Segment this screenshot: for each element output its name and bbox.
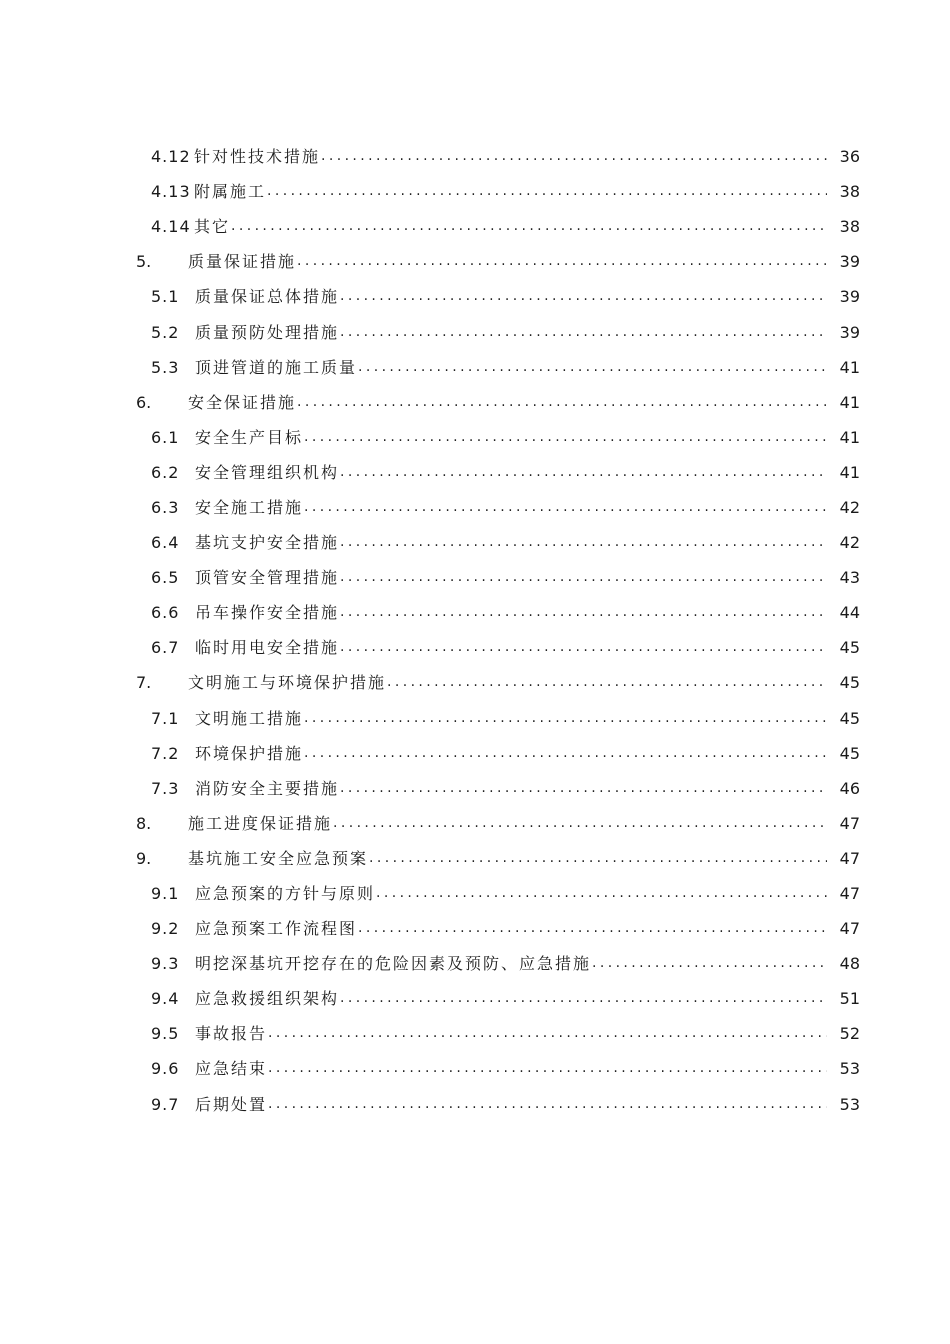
dot-leader xyxy=(369,841,860,876)
toc-entry-number: 6.2 xyxy=(151,462,180,482)
toc-entry-number: 7. xyxy=(136,673,152,693)
toc-entry-number: 6.1 xyxy=(151,427,180,447)
toc-entry[interactable] xyxy=(0,174,950,209)
toc-entry-title: 安全保证措施 xyxy=(188,392,297,412)
toc-entry[interactable] xyxy=(0,314,950,349)
dot-leader xyxy=(297,244,860,279)
toc-entry[interactable] xyxy=(0,876,950,911)
dot-leader xyxy=(268,1016,860,1051)
toc-entry-page: 45 xyxy=(827,630,860,665)
toc-entry-title: 基坑支护安全措施 xyxy=(195,533,340,553)
toc-entry-number: 6.6 xyxy=(151,603,180,623)
dot-leader xyxy=(304,490,860,525)
toc-entry-page: 52 xyxy=(827,1016,860,1051)
toc-entry-number: 9.4 xyxy=(151,989,180,1009)
toc-entry-page: 47 xyxy=(827,876,860,911)
toc-entry[interactable] xyxy=(0,701,950,736)
toc-entry-number: 9.2 xyxy=(151,919,180,939)
dot-leader xyxy=(340,279,860,314)
dot-leader xyxy=(304,701,860,736)
toc-entry-number: 4.14 xyxy=(151,217,191,237)
toc-entry-number: 9.7 xyxy=(151,1094,180,1114)
toc-entry[interactable] xyxy=(0,946,950,981)
toc-entry-number: 5.3 xyxy=(151,357,180,377)
toc-entry-title: 应急预案工作流程图 xyxy=(195,919,358,939)
toc-entry-page: 42 xyxy=(827,490,860,525)
dot-leader xyxy=(268,1087,860,1122)
toc-entry[interactable] xyxy=(0,595,950,630)
toc-entry-page: 41 xyxy=(827,385,860,420)
toc-entry-title: 事故报告 xyxy=(195,1024,268,1044)
toc-entry[interactable] xyxy=(0,560,950,595)
toc-entry-title: 文明施工与环境保护措施 xyxy=(188,673,387,693)
dot-leader xyxy=(340,771,860,806)
toc-entry-number: 5.2 xyxy=(151,322,180,342)
toc-entry-page: 53 xyxy=(827,1051,860,1086)
toc-entry[interactable] xyxy=(0,1016,950,1051)
toc-entry-number: 6.7 xyxy=(151,638,180,658)
toc-entry[interactable] xyxy=(0,209,950,244)
toc-entry-number: 6.4 xyxy=(151,533,180,553)
toc-entry[interactable] xyxy=(0,244,950,279)
dot-leader xyxy=(340,315,860,350)
toc-entry[interactable] xyxy=(0,490,950,525)
toc-entry[interactable] xyxy=(0,279,950,314)
toc-entry-number: 8. xyxy=(136,813,152,833)
toc-entry[interactable] xyxy=(0,420,950,455)
dot-leader xyxy=(358,911,860,946)
dot-leader xyxy=(268,1051,860,1086)
toc-entry-page: 41 xyxy=(827,420,860,455)
toc-entry-title: 安全生产目标 xyxy=(195,427,304,447)
toc-entry-page: 41 xyxy=(827,350,860,385)
toc-entry-number: 9.6 xyxy=(151,1059,180,1079)
toc-entry-page: 51 xyxy=(827,981,860,1016)
dot-leader xyxy=(333,806,860,841)
dot-leader xyxy=(304,420,860,455)
toc-entry-number: 9. xyxy=(136,848,152,868)
toc-entry-page: 41 xyxy=(827,455,860,490)
dot-leader xyxy=(231,209,860,244)
dot-leader xyxy=(592,946,860,981)
toc-entry[interactable] xyxy=(0,350,950,385)
toc-entry-page: 38 xyxy=(827,209,860,244)
toc-entry[interactable] xyxy=(0,736,950,771)
toc-entry-title: 安全施工措施 xyxy=(195,497,304,517)
dot-leader xyxy=(340,595,860,630)
dot-leader xyxy=(358,350,860,385)
toc-entry-number: 7.3 xyxy=(151,778,180,798)
toc-entry-page: 42 xyxy=(827,525,860,560)
toc-entry-page: 39 xyxy=(827,279,860,314)
toc-entry[interactable] xyxy=(0,911,950,946)
toc-entry-page: 36 xyxy=(827,139,860,174)
toc-entry-title: 顶管安全管理措施 xyxy=(195,568,340,588)
toc-entry[interactable] xyxy=(0,525,950,560)
dot-leader xyxy=(340,525,860,560)
toc-entry-title: 消防安全主要措施 xyxy=(195,778,340,798)
toc-entry-title: 其它 xyxy=(194,217,231,237)
toc-entry[interactable] xyxy=(0,981,950,1016)
toc-entry-title: 应急预案的方针与原则 xyxy=(195,884,376,904)
toc-entry-page: 47 xyxy=(827,911,860,946)
toc-entry[interactable] xyxy=(0,385,950,420)
dot-leader xyxy=(340,630,860,665)
toc-entry-number: 9.3 xyxy=(151,954,180,974)
toc-entry-title: 临时用电安全措施 xyxy=(195,638,340,658)
toc-entry-title: 基坑施工安全应急预案 xyxy=(188,848,369,868)
toc-entry-page: 39 xyxy=(827,315,860,350)
toc-entry-title: 文明施工措施 xyxy=(195,708,304,728)
dot-leader xyxy=(321,139,860,174)
toc-entry[interactable] xyxy=(0,630,950,665)
toc-entry[interactable] xyxy=(0,1051,950,1086)
toc-entry-page: 48 xyxy=(827,946,860,981)
toc-entry-number: 7.1 xyxy=(151,708,180,728)
toc-entry[interactable] xyxy=(0,139,950,174)
toc-entry-number: 7.2 xyxy=(151,743,180,763)
dot-leader xyxy=(267,174,860,209)
toc-entry-title: 环境保护措施 xyxy=(195,743,304,763)
toc-entry-title: 后期处置 xyxy=(195,1094,268,1114)
toc-entry-number: 6. xyxy=(136,392,152,412)
toc-entry-page: 45 xyxy=(827,736,860,771)
toc-entry-number: 5. xyxy=(136,252,152,272)
toc-entry-title: 施工进度保证措施 xyxy=(188,813,333,833)
dot-leader xyxy=(376,876,860,911)
toc-entry-title: 质量预防处理措施 xyxy=(195,322,340,342)
toc-entry[interactable] xyxy=(0,841,950,876)
toc-entry-number: 4.13 xyxy=(151,182,191,202)
toc-entry-number: 6.3 xyxy=(151,497,180,517)
dot-leader xyxy=(304,736,860,771)
toc-entry-page: 38 xyxy=(827,174,860,209)
toc-entry-title: 安全管理组织机构 xyxy=(195,462,340,482)
toc-entry-title: 明挖深基坑开挖存在的危险因素及预防、应急措施 xyxy=(195,954,592,974)
toc-entry-page: 46 xyxy=(827,771,860,806)
dot-leader xyxy=(340,560,860,595)
toc-entry-page: 45 xyxy=(827,701,860,736)
toc-entry-page: 47 xyxy=(827,841,860,876)
toc-entry-title: 应急救援组织架构 xyxy=(195,989,340,1009)
toc-entry[interactable] xyxy=(0,806,950,841)
dot-leader xyxy=(340,981,860,1016)
toc-entry-page: 44 xyxy=(827,595,860,630)
toc-entry[interactable] xyxy=(0,771,950,806)
toc-entry-number: 4.12 xyxy=(151,147,191,167)
toc-entry-page: 53 xyxy=(827,1087,860,1122)
toc-entry[interactable] xyxy=(0,455,950,490)
dot-leader xyxy=(297,385,860,420)
toc-entry-title: 吊车操作安全措施 xyxy=(195,603,340,623)
dot-leader xyxy=(340,455,860,490)
toc-entry-title: 质量保证总体措施 xyxy=(195,287,340,307)
toc-entry-number: 9.1 xyxy=(151,884,180,904)
toc-entry-title: 应急结束 xyxy=(195,1059,268,1079)
toc-entry-page: 39 xyxy=(827,244,860,279)
toc-entry-page: 43 xyxy=(827,560,860,595)
toc-entry-number: 9.5 xyxy=(151,1024,180,1044)
toc-entry-number: 5.1 xyxy=(151,287,180,307)
toc-entry-number: 6.5 xyxy=(151,568,180,588)
toc-entry[interactable] xyxy=(0,1087,950,1122)
dot-leader xyxy=(387,665,860,700)
toc-entry[interactable] xyxy=(0,665,950,700)
table-of-contents xyxy=(0,139,950,1122)
toc-entry-title: 针对性技术措施 xyxy=(194,147,321,167)
toc-entry-title: 附属施工 xyxy=(194,182,267,202)
toc-entry-title: 顶进管道的施工质量 xyxy=(195,357,358,377)
toc-entry-page: 47 xyxy=(827,806,860,841)
toc-entry-title: 质量保证措施 xyxy=(188,252,297,272)
toc-entry-page: 45 xyxy=(827,665,860,700)
